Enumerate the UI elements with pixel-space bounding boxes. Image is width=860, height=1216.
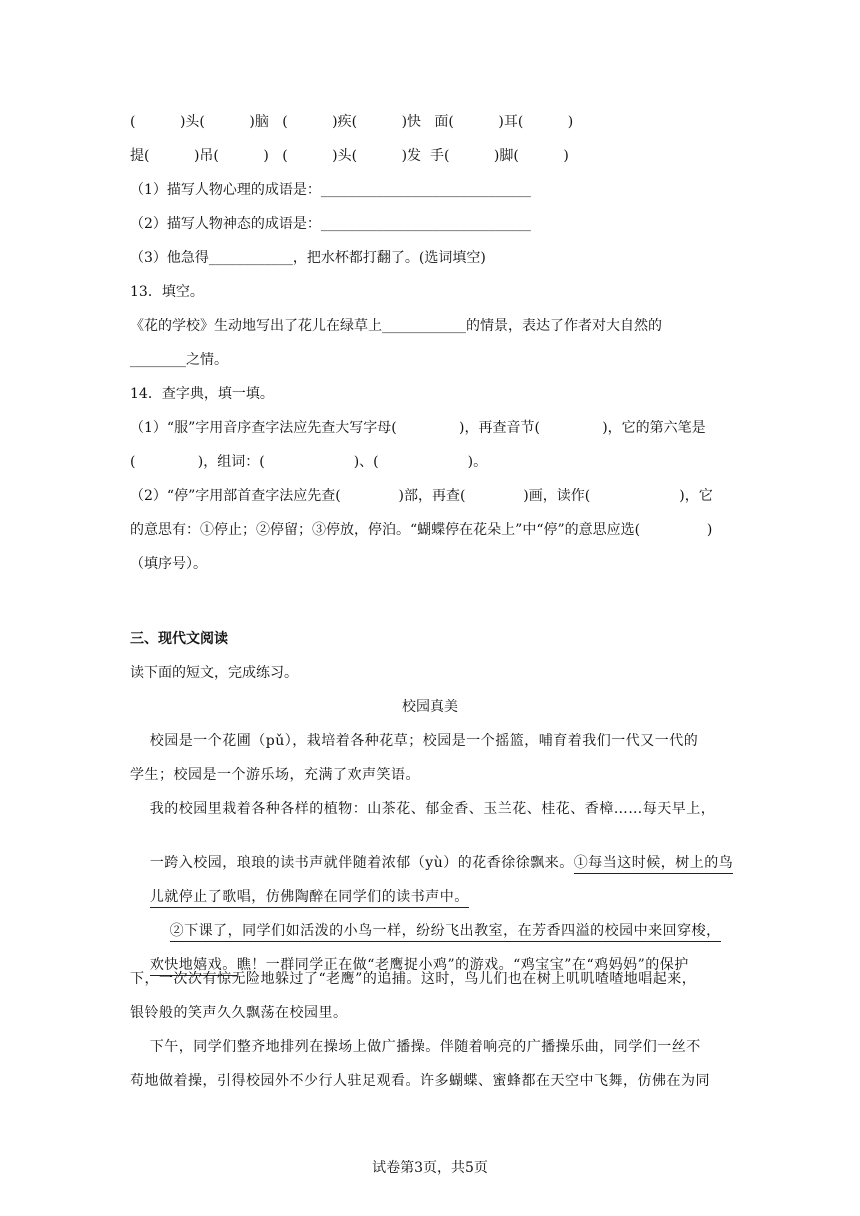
q14-line-5: （填序号）。: [130, 556, 207, 572]
idiom-question-1: （1）描写人物心理的成语是：______________________________: [130, 182, 531, 198]
passage-p3-text: 瞧！一群同学正在做“老鹰捉小鸡”的游戏。“鸡宝宝”在“鸡妈妈”的保护: [236, 957, 689, 973]
q14-title: 14．查字典，填一填。: [130, 386, 274, 402]
q13-line-2: ________之情。: [130, 352, 228, 368]
passage-p4-line-2: 苟地做着操，引得校园外不少行人驻足观看。许多蝴蝶、蜜蜂都在天空中飞舞，仿佛在为同: [130, 1073, 710, 1089]
q14-line-4: 的意思有：①停止；②停留；③停放，停泊。“蝴蝶停在花朵上”中“停”的意思应选( ): [130, 522, 713, 538]
passage-p1-line-2: 学生；校园是一个游乐场，充满了欢声笑语。: [130, 767, 420, 783]
q14-line-2: ( )，组词：( )、( )。: [130, 454, 488, 470]
passage-p2-line-1: 我的校园里栽着各种各样的植物：山茶花、郁金香、玉兰花、桂花、香樟……每天早上，: [130, 801, 716, 817]
passage-p3-line-3: 下，一次次有惊无险地躲过了“老鹰”的追捕。这时，鸟儿们也在树上叽叽喳喳地唱起来，: [130, 971, 697, 987]
q13-title: 13．填空。: [130, 284, 204, 300]
idiom-question-2: （2）描写人物神态的成语是：______________________________: [130, 216, 531, 232]
passage-title: 校园真美: [402, 699, 458, 715]
passage-p3-line-4: 银铃般的笑声久久飘荡在校园里。: [130, 1005, 348, 1021]
passage-p4-line-1: 下午，同学们整齐地排列在操场上做广播操。伴随着响亮的广播操乐曲，同学们一丝不: [130, 1039, 701, 1055]
reading-instruction: 读下面的短文，完成练习。: [130, 665, 298, 681]
q13-line-1: 《花的学校》生动地写出了花儿在绿草上____________的情景，表达了作者对大自然的: [130, 318, 662, 334]
underlined-sentence-1b: 儿就停止了歌唱，仿佛陶醉在同学们的读书声中。: [150, 889, 469, 908]
q14-line-1: （1）“服”字用音序查字法应先查大写字母( )，再查音节( )，它的第六笔是: [130, 420, 706, 436]
passage-p1-line-1: 校园是一个花圃（pǔ），栽培着各种花草；校园是一个摇篮，哺育着我们一代又一代的: [130, 733, 699, 749]
idiom-row-1: ( )头( )脑 ( )疾( )快 面( )耳( ): [130, 114, 574, 130]
idiom-row-2: 提( )吊( ) ( )头( )发 手( )脚( ): [130, 148, 569, 164]
idiom-question-3: （3）他急得____________，把水杯都打翻了。(选词填空): [130, 250, 486, 266]
section-heading: 三、现代文阅读: [130, 631, 228, 647]
underlined-sentence-2a: ②下课了，同学们如活泼的小鸟一样，纷纷飞出教室，在芳香四溢的校园中来回穿梭，: [170, 923, 721, 942]
page-footer: 试卷第3页，共5页: [372, 1160, 488, 1176]
passage-p2-text: 一跨入校园，琅琅的读书声就伴随着浓郁（yù）的花香徐徐飘来。: [149, 855, 574, 871]
q14-line-3: （2）“停”字用部首查字法应先查( )部，再查( )画，读作( )，它: [130, 488, 713, 504]
underlined-sentence-1a: ①每当这时候，树上的鸟: [574, 855, 734, 874]
underlined-sentence-2b: 欢快地嬉戏。: [150, 957, 237, 976]
